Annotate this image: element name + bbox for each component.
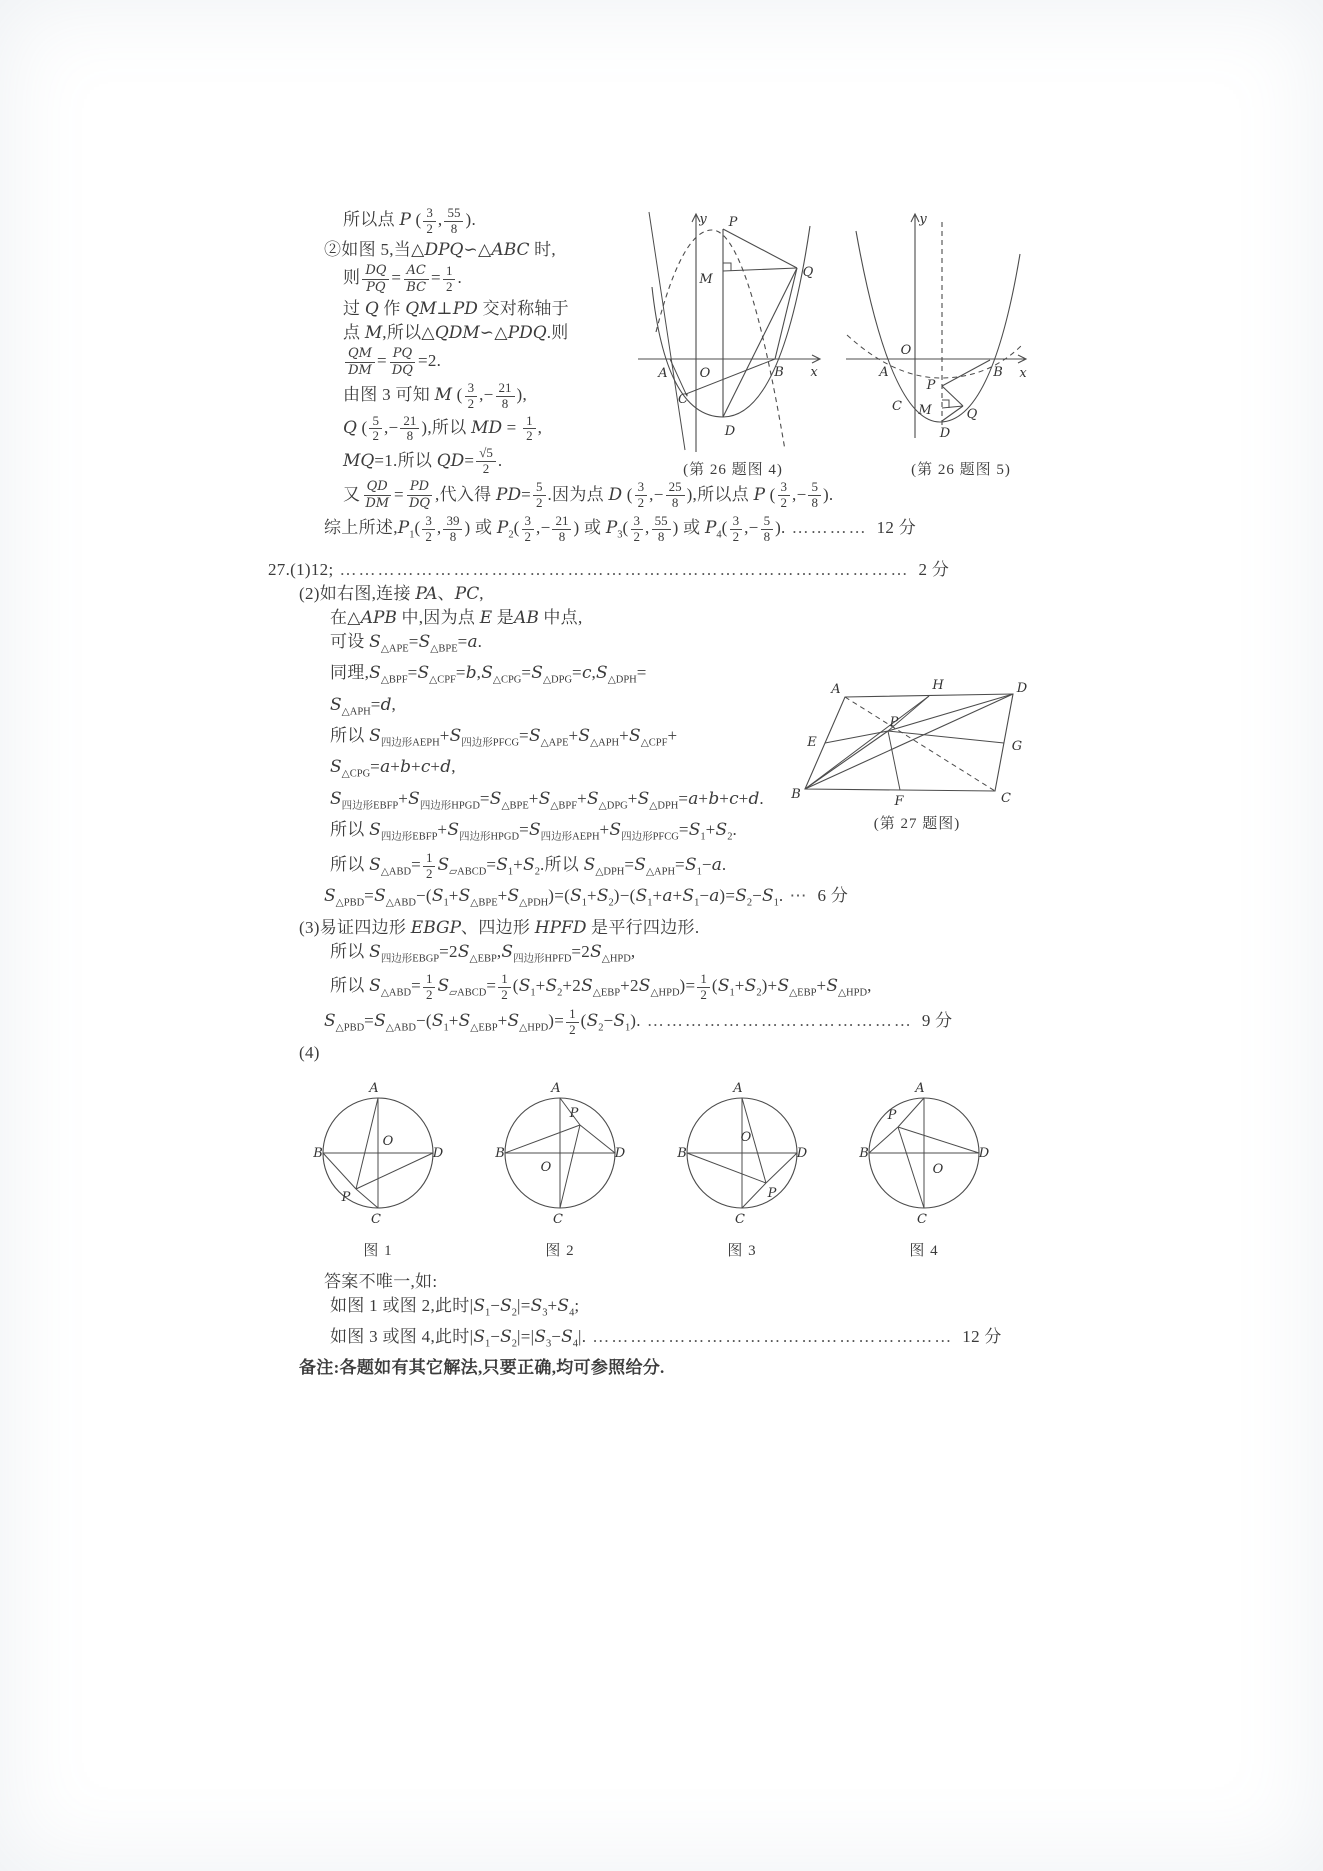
point-label-C: C	[892, 399, 902, 414]
fraction: $\frac{39}{8}$	[443, 514, 462, 545]
point-label-D: D	[614, 1145, 626, 1161]
fraction: $\frac{3}{2}$	[465, 381, 478, 412]
point-label-D: D	[432, 1145, 444, 1161]
figure-27-caption: (第 27 题图)	[873, 816, 961, 832]
point-label-Q: Q	[966, 407, 978, 422]
point-label-O: O	[540, 1159, 552, 1175]
point-label-D: D	[724, 424, 736, 439]
solution-line: 所以 $S_{\triangle ABD}=$ $\frac{1}{2}$ $S_{▱ABCD}=$ $\frac{1}{2}$ $(S_1+S_2+2S_{\triangle EBP}+2S_{\triangle HPD})=$ $\frac{1}{2}$ $(S_1+S_2)+S_{\triangle EBP}+S_{\triangle HPD}$,	[330, 971, 872, 1003]
point-label-x: x	[1019, 366, 1027, 381]
point-label-F: F	[894, 794, 904, 809]
solution-line: 点 M,所以△QDM∽△PDQ.则	[343, 322, 569, 343]
point-label-B: B	[495, 1145, 505, 1161]
solution-line: 可设 $S_{\triangle APE}=S_{\triangle BPE}=a$.	[330, 631, 483, 655]
point-label-D: D	[978, 1145, 990, 1161]
solution-line: 27.(1)12; ……………………………………………………………………………… 2 分	[268, 559, 950, 579]
fraction: $\frac{3}{2}$	[635, 480, 648, 511]
point-label-H: H	[932, 678, 944, 693]
solution-line: $\frac{QM}{DM}$ = $\frac{PQ}{DQ}$ =2.	[343, 345, 1323, 380]
point-label-A: A	[551, 1080, 561, 1096]
point-label-Q: Q	[802, 265, 814, 280]
point-label-x: x	[810, 365, 818, 380]
point-label-E: E	[807, 735, 817, 750]
solution-line: 备注:各题如有其它解法,只要正确,均可参照给分.	[299, 1358, 665, 1378]
solution-line: 由图 3 可知 M ( $\frac{3}{2}$ ,− $\frac{21}{8}$ ),	[343, 379, 528, 411]
point-label-C: C	[553, 1211, 563, 1227]
solution-line: 答案不唯一,如:	[324, 1271, 438, 1291]
fraction: $\frac{3}{2}$	[423, 206, 436, 237]
solution-line: $S_{\triangle APH}=d$,	[330, 694, 397, 718]
point-label-B: B	[791, 787, 801, 802]
solution-text	[0, 205, 1323, 1380]
section-27-conclusion	[0, 1270, 1323, 1381]
solution-line: (3)易证四边形 EBGP、四边形 HPFD 是平行四边形.	[299, 917, 700, 938]
score-mark: 12 分	[876, 518, 917, 538]
point-label-B: B	[859, 1145, 869, 1161]
point-label-G: G	[1011, 739, 1023, 754]
circle-figure-2	[494, 1079, 626, 1260]
solution-line: 如图 1 或图 2,此时$|S_1-S_2|=S_3+S_4$;	[330, 1295, 580, 1318]
leader-dots: ⋯	[789, 886, 809, 906]
circle-4-caption: 图 4	[909, 1242, 939, 1259]
solution-line: 所以 $S_{四边形EBGP}=2S_{\triangle EBP},S_{四边形HPFD}=2S_{\triangle HPD}$,	[330, 941, 636, 965]
solution-line: 如图 3 或图 4,此时$|S_1-S_2|=|S_3-S_4|$. ………………………………………………… 12 分	[330, 1326, 1002, 1350]
fraction: $\frac{21}{8}$	[400, 414, 419, 445]
leader-dots: ………………………………………………………………………………	[339, 559, 910, 579]
solution-line: 在△APB 中,因为点 E 是AB 中点,	[330, 607, 583, 628]
segment-PB	[505, 1125, 580, 1153]
fraction: $\frac{3}{2}$	[522, 514, 535, 545]
fraction: $\frac{3}{2}$	[422, 514, 435, 545]
point-label-D: D	[796, 1145, 808, 1161]
section-27-solution	[0, 558, 1323, 1065]
point-label-B: B	[993, 365, 1003, 380]
segment-PC	[898, 1127, 924, 1208]
fraction: $\frac{55}{8}$	[652, 514, 671, 545]
solution-line: 同理$,S_{\triangle BPF}=S_{\triangle CPF}=b,S_{\triangle CPG}=S_{\triangle DPG}=c,S_{\triangle DPH}=$	[330, 663, 647, 686]
circle-1-svg	[312, 1079, 444, 1237]
fraction: $\frac{5}{2}$	[533, 480, 546, 511]
segment-PD	[898, 1127, 979, 1153]
circle-3-caption: 图 3	[727, 1242, 757, 1259]
fraction: $\frac{21}{8}$	[552, 514, 571, 545]
score-mark: 2 分	[918, 559, 950, 579]
segment-PC	[560, 1125, 580, 1208]
point-label-O: O	[900, 343, 912, 358]
circle-figures-row	[312, 1079, 1323, 1260]
solution-line: 过 Q 作 QM⊥PD 交对称轴于	[343, 298, 569, 319]
fraction: $\frac{5}{8}$	[808, 480, 821, 511]
fraction: $\frac{3}{2}$	[778, 480, 791, 511]
solution-line: 所以 $S_{四边形AEPH}+S_{四边形PFCG}=S_{\triangle APE}+S_{\triangle APH}+S_{\triangle CPF}+$	[330, 726, 678, 749]
fraction: $\frac{1}{2}$	[443, 264, 456, 295]
point-label-A: A	[831, 682, 841, 697]
point-label-P: P	[569, 1105, 579, 1121]
fraction: $\frac{25}{8}$	[666, 480, 685, 511]
solution-line: 所以 $S_{\triangle ABD}=$ $\frac{1}{2}$ $S_{▱ABCD}=S_1+S_2$.所以 $S_{\triangle DPH}=S_{\triangle APH}=S_1-a$.	[330, 849, 727, 881]
point-label-y: y	[919, 212, 927, 227]
fraction: $\frac{3}{2}$	[631, 514, 644, 545]
point-label-B: B	[677, 1145, 687, 1161]
score-mark: 6 分	[817, 886, 849, 906]
fraction: $\frac{1}{2}$	[697, 972, 710, 1003]
circle-2-svg	[494, 1079, 626, 1237]
section-26-solution	[0, 205, 1323, 548]
point-label-A: A	[733, 1080, 743, 1096]
score-mark: 9 分	[921, 1011, 953, 1031]
point-label-O: O	[382, 1133, 394, 1149]
point-label-y: y	[699, 212, 707, 227]
fraction: $\frac{QM}{DM}$	[345, 346, 375, 379]
segment-PB	[687, 1153, 766, 1183]
circle-2-caption: 图 2	[545, 1242, 575, 1259]
fraction: $\frac{√5}{2}$	[476, 446, 496, 477]
point-label-D: D	[939, 426, 951, 441]
fraction: $\frac{AC}{BC}$	[403, 263, 429, 296]
solution-line: Q ( $\frac{5}{2}$ ,− $\frac{21}{8}$ ),所以 MD = $\frac{1}{2}$ ,	[343, 412, 543, 444]
fraction: $\frac{1}{2}$	[423, 851, 436, 882]
solution-line: 所以 $S_{四边形EBFP}+S_{四边形HPGD}=S_{四边形AEPH}+S_{四边形PFCG}=S_1+S_2$.	[330, 820, 737, 843]
score-mark: 12 分	[962, 1326, 1002, 1346]
solution-line: (2)如右图,连接 PA、PC,	[299, 583, 484, 604]
circle-figure-1	[312, 1079, 444, 1260]
fraction: $\frac{1}{2}$	[566, 1007, 579, 1038]
point-label-M: M	[918, 403, 932, 418]
point-label-O: O	[740, 1129, 752, 1145]
fraction: $\frac{PQ}{DQ}$	[389, 346, 416, 379]
point-label-C: C	[1001, 791, 1011, 806]
segment-PB	[323, 1153, 356, 1189]
point-label-A: A	[658, 366, 668, 381]
fraction: $\frac{1}{2}$	[498, 972, 511, 1003]
fraction: $\frac{1}{2}$	[523, 414, 536, 445]
point-label-P: P	[926, 378, 936, 393]
solution-line: $S_{四边形EBFP}+S_{四边形HPGD}=S_{\triangle BPE}+S_{\triangle BPF}+S_{\triangle DPG}+S_{\triangle DPH}=a+b+c+d$.	[330, 788, 764, 812]
point-label-A: A	[369, 1080, 379, 1096]
point-label-C: C	[917, 1211, 927, 1227]
fraction: $\frac{DQ}{PQ}$	[362, 263, 389, 296]
segment-PD	[356, 1153, 433, 1189]
fraction: $\frac{QD}{DM}$	[365, 479, 390, 512]
leader-dots: ……………………………………	[646, 1011, 913, 1031]
leader-dots: …………………………………………………	[592, 1326, 954, 1346]
circle-4-svg	[858, 1079, 990, 1237]
solution-line: 则 $\frac{DQ}{PQ}$ = $\frac{AC}{BC}$ = $\frac{1}{2}$ .	[343, 262, 462, 295]
segment-PD	[766, 1153, 797, 1183]
point-label-O: O	[699, 366, 711, 381]
point-label-P: P	[889, 715, 899, 730]
solution-line: ②如图 5,当△DPQ∽△ABC 时,	[324, 239, 556, 260]
point-label-A: A	[915, 1080, 925, 1096]
fraction: $\frac{3}{2}$	[730, 514, 743, 545]
solution-line: 综上所述$,P_1$( $\frac{3}{2}$ , $\frac{39}{8}$ ) 或 $P_2$( $\frac{3}{2}$ ,− $\frac{21}{8}$ ) 或 $P_3$( $\frac{3}{2}$ , $\frac{55}{8}$ ) 或 $P_4$( $\frac{3}{2}$ ,− $\frac{5}{8}$ ). ………… 12 分	[324, 513, 917, 545]
point-label-C: C	[371, 1211, 381, 1227]
figure-26-5-caption: (第 26 题图 5)	[911, 462, 1011, 478]
circle-3-svg	[676, 1079, 808, 1237]
point-label-M: M	[699, 272, 713, 287]
point-label-B: B	[774, 365, 784, 380]
fraction: $\frac{PD}{DQ}$	[406, 479, 433, 512]
point-label-A: A	[879, 365, 889, 380]
point-label-P: P	[341, 1189, 351, 1205]
point-label-P: P	[887, 1107, 897, 1123]
figure-26-4-caption: (第 26 题图 4)	[683, 462, 783, 478]
solution-line: MQ=1.所以 QD= $\frac{√5}{2}$ .	[343, 445, 503, 477]
solution-line: 所以点 P ( $\frac{3}{2}$ , $\frac{55}{8}$ ).	[343, 205, 476, 236]
circle-figure-3	[676, 1079, 808, 1260]
point-label-P: P	[728, 215, 738, 230]
solution-line: 又 $\frac{QD}{DM}$ = $\frac{PD}{DQ}$ ,代入得 PD= $\frac{5}{2}$ .因为点 D ( $\frac{3}{2}$ ,− $\frac{25}{8}$ ),所以点 P ( $\frac{3}{2}$ ,− $\frac{5}{8}$ ).	[343, 479, 834, 512]
solution-line: (4)	[299, 1042, 320, 1062]
point-label-O: O	[932, 1161, 944, 1177]
point-label-C: C	[678, 392, 688, 407]
point-label-B: B	[313, 1145, 323, 1161]
fraction: $\frac{5}{2}$	[369, 414, 382, 445]
solution-line: $S_{\triangle CPG}=a+b+c+d$,	[330, 757, 456, 780]
leader-dots: …………	[791, 518, 868, 538]
fraction: $\frac{55}{8}$	[444, 206, 463, 237]
fraction: $\frac{1}{2}$	[423, 972, 436, 1003]
point-label-P: P	[767, 1185, 777, 1201]
circle-figure-4	[858, 1079, 990, 1260]
solution-line: $S_{\triangle PBD}=S_{\triangle ABD}-(S_1+S_{\triangle EBP}+S_{\triangle HPD})=$ $\frac{1}{2}$ $(S_2-S_1)$. …………………………………… 9 分	[324, 1005, 953, 1037]
point-label-C: C	[735, 1211, 745, 1227]
circle-1-caption: 图 1	[363, 1242, 393, 1259]
fraction: $\frac{21}{8}$	[496, 381, 515, 412]
solution-line: $S_{\triangle PBD}=S_{\triangle ABD}-(S_1+S_{\triangle BPE}+S_{\triangle PDH})=(S_1+S_2)-(S_1+a+S_1-a)=S_2-S_1$. ⋯ 6 分	[324, 886, 849, 909]
segment-PA	[356, 1098, 378, 1189]
fraction: $\frac{5}{8}$	[761, 514, 774, 545]
point-label-D: D	[1016, 681, 1028, 696]
